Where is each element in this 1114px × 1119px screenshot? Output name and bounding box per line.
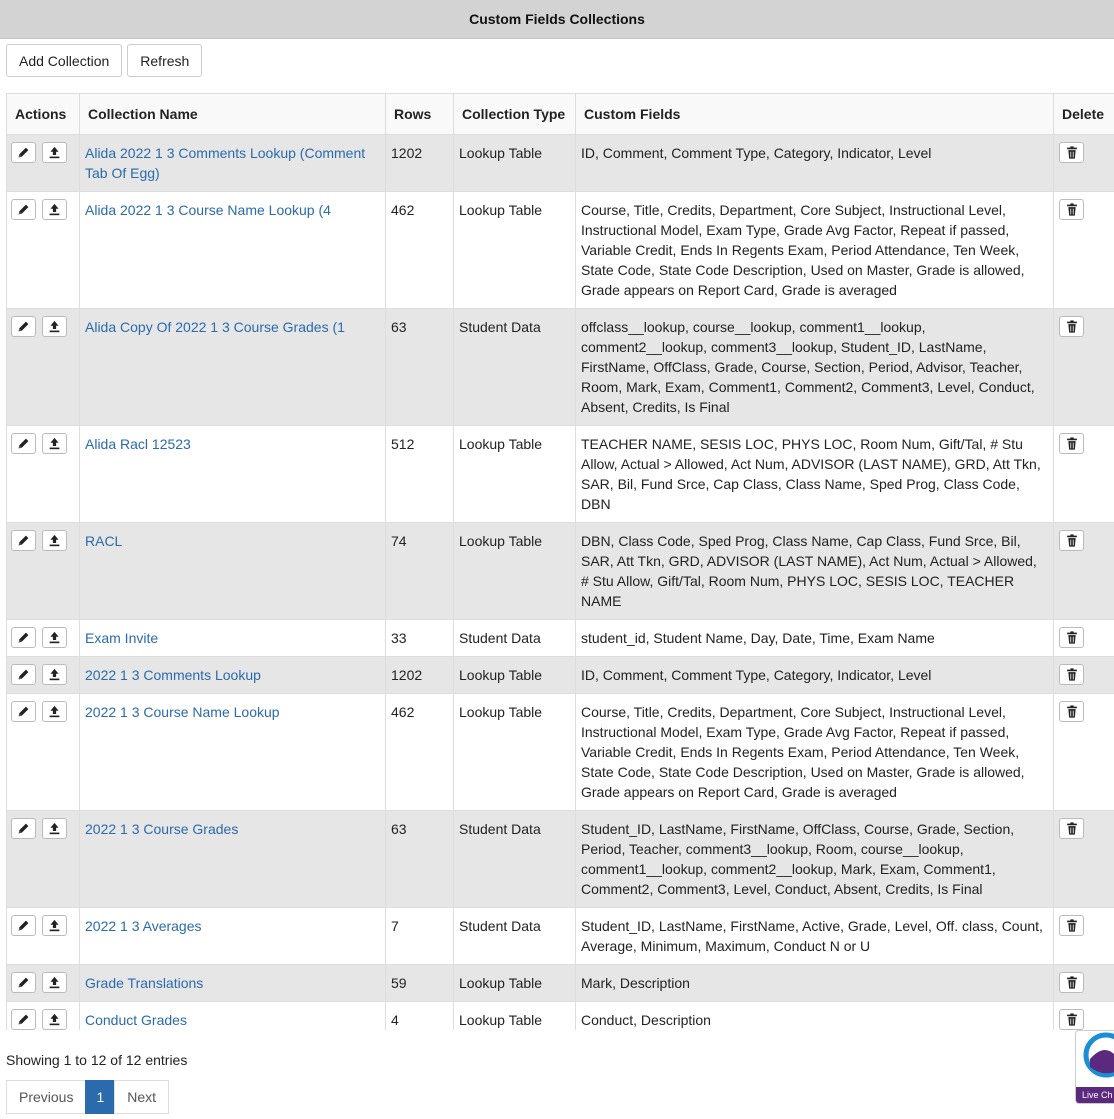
delete-cell bbox=[1054, 523, 1114, 620]
edit-button[interactable] bbox=[11, 433, 36, 454]
page-title: Custom Fields Collections bbox=[0, 0, 1114, 39]
pencil-icon bbox=[17, 146, 30, 159]
collection-name-link[interactable]: RACL bbox=[85, 533, 123, 549]
edit-button[interactable] bbox=[11, 915, 36, 936]
refresh-button[interactable]: Refresh bbox=[127, 44, 202, 77]
actions-cell bbox=[7, 811, 80, 908]
pencil-icon bbox=[17, 437, 30, 450]
rows-cell: 1202 bbox=[386, 135, 454, 192]
chat-logo-icon bbox=[1076, 1031, 1114, 1087]
rows-cell: 33 bbox=[386, 620, 454, 657]
collection-type-cell: Lookup Table bbox=[454, 135, 576, 192]
edit-button[interactable] bbox=[11, 701, 36, 722]
pencil-icon bbox=[17, 919, 30, 932]
delete-button[interactable] bbox=[1059, 701, 1084, 722]
upload-icon bbox=[48, 822, 61, 835]
collection-name-link[interactable]: 2022 1 3 Course Name Lookup bbox=[85, 704, 280, 720]
upload-icon bbox=[48, 976, 61, 989]
delete-cell bbox=[1054, 192, 1114, 309]
custom-fields-cell: Student_ID, LastName, FirstName, Active, Grade, Level, Off. class, Count, Average, Minimum, Maximum, Conduct N or U bbox=[576, 908, 1054, 965]
custom-fields-cell: Conduct, Description bbox=[576, 1002, 1054, 1031]
custom-fields-cell: Course, Title, Credits, Department, Core Subject, Instructional Level, Instructional Model, Exam Type, Grade Avg Factor, Repeat if passed, Variable Credit, Ends In Regents Exam, Period Attendance, Ten Week, State Code, State Code Description, Used on Master, Grade is allowed, Grade appears on Report Card, Grade is averaged bbox=[576, 192, 1054, 309]
pencil-icon bbox=[17, 668, 30, 681]
edit-button[interactable] bbox=[11, 664, 36, 685]
collection-name-link[interactable]: 2022 1 3 Comments Lookup bbox=[85, 667, 261, 683]
trash-icon bbox=[1066, 668, 1078, 681]
upload-button[interactable] bbox=[42, 1009, 67, 1030]
rows-cell: 63 bbox=[386, 811, 454, 908]
trash-icon bbox=[1066, 919, 1078, 932]
table-row bbox=[7, 309, 1114, 426]
rows-cell: 4 bbox=[386, 1002, 454, 1031]
collection-name-link[interactable]: 2022 1 3 Course Grades bbox=[85, 821, 239, 837]
collection-name-cell bbox=[80, 657, 386, 694]
add-collection-button[interactable]: Add Collection bbox=[6, 44, 122, 77]
upload-button[interactable] bbox=[42, 664, 67, 685]
delete-button[interactable] bbox=[1059, 433, 1084, 454]
toolbar bbox=[6, 44, 202, 77]
collection-type-cell: Lookup Table bbox=[454, 694, 576, 811]
collection-name-cell bbox=[80, 965, 386, 1002]
delete-button[interactable] bbox=[1059, 1009, 1084, 1030]
edit-button[interactable] bbox=[11, 142, 36, 163]
delete-button[interactable] bbox=[1059, 972, 1084, 993]
collection-name-link[interactable]: Alida Copy Of 2022 1 3 Course Grades (1 bbox=[85, 319, 345, 335]
edit-button[interactable] bbox=[11, 972, 36, 993]
collection-name-cell bbox=[80, 192, 386, 309]
actions-cell bbox=[7, 657, 80, 694]
trash-icon bbox=[1066, 822, 1078, 835]
collection-name-cell bbox=[80, 694, 386, 811]
column-header-actions[interactable]: Actions bbox=[7, 94, 80, 135]
trash-icon bbox=[1066, 320, 1078, 333]
collections-table-wrapper bbox=[6, 93, 1114, 1030]
column-header-delete[interactable]: Delete bbox=[1054, 94, 1114, 135]
rows-cell: 74 bbox=[386, 523, 454, 620]
actions-cell bbox=[7, 620, 80, 657]
delete-cell bbox=[1054, 657, 1114, 694]
pagination bbox=[6, 1080, 169, 1114]
pencil-icon bbox=[17, 203, 30, 216]
collection-name-cell bbox=[80, 1002, 386, 1031]
table-info: Showing 1 to 12 of 12 entries bbox=[6, 1052, 188, 1068]
custom-fields-cell: TEACHER NAME, SESIS LOC, PHYS LOC, Room Num, Gift/Tal, # Stu Allow, Actual > Allowed, Act Num, ADVISOR (LAST NAME), GRD, Att Tkn, SAR, Bil, Fund Srce, Cap Class, Class Name, Sped Prog, Class Code, DBN bbox=[576, 426, 1054, 523]
delete-cell bbox=[1054, 309, 1114, 426]
trash-icon bbox=[1066, 976, 1078, 989]
upload-button[interactable] bbox=[42, 530, 67, 551]
rows-cell: 7 bbox=[386, 908, 454, 965]
collection-type-cell: Lookup Table bbox=[454, 426, 576, 523]
collection-type-cell: Lookup Table bbox=[454, 657, 576, 694]
column-header-rows[interactable]: Rows bbox=[386, 94, 454, 135]
edit-button[interactable] bbox=[11, 199, 36, 220]
custom-fields-cell: offclass__lookup, course__lookup, comment1__lookup, comment2__lookup, comment3__lookup, Student_ID, LastName, FirstName, OffClass, Grade, Course, Section, Period, Advisor, Teacher, Room, Mark, Exam, Comment1, Comment2, Comment3, Level, Conduct, Absent, Credits, Is Final bbox=[576, 309, 1054, 426]
custom-fields-cell: ID, Comment, Comment Type, Category, Indicator, Level bbox=[576, 657, 1054, 694]
upload-icon bbox=[48, 919, 61, 932]
actions-cell bbox=[7, 908, 80, 965]
upload-icon bbox=[48, 146, 61, 159]
column-header-collection-name[interactable]: Collection Name bbox=[80, 94, 386, 135]
delete-cell bbox=[1054, 620, 1114, 657]
collection-type-cell: Student Data bbox=[454, 811, 576, 908]
upload-button[interactable] bbox=[42, 142, 67, 163]
pencil-icon bbox=[17, 534, 30, 547]
delete-cell bbox=[1054, 965, 1114, 1002]
upload-button[interactable] bbox=[42, 627, 67, 648]
custom-fields-cell: Course, Title, Credits, Department, Core Subject, Instructional Level, Instructional Model, Exam Type, Grade Avg Factor, Repeat if passed, Variable Credit, Ends In Regents Exam, Period Attendance, Ten Week, State Code, State Code Description, Used on Master, Grade is allowed, Grade appears on Report Card, Grade is averaged bbox=[576, 694, 1054, 811]
trash-icon bbox=[1066, 1013, 1078, 1026]
custom-fields-cell: student_id, Student Name, Day, Date, Time, Exam Name bbox=[576, 620, 1054, 657]
collection-type-cell: Lookup Table bbox=[454, 1002, 576, 1031]
collection-name-link[interactable]: Alida 2022 1 3 Course Name Lookup (4 bbox=[85, 202, 331, 218]
rows-cell: 462 bbox=[386, 694, 454, 811]
page-1-button[interactable]: 1 bbox=[85, 1080, 115, 1114]
trash-icon bbox=[1066, 705, 1078, 718]
collection-type-cell: Student Data bbox=[454, 309, 576, 426]
collection-name-link[interactable]: Alida Racl 12523 bbox=[85, 436, 191, 452]
pencil-icon bbox=[17, 976, 30, 989]
delete-cell bbox=[1054, 694, 1114, 811]
rows-cell: 59 bbox=[386, 965, 454, 1002]
rows-cell: 1202 bbox=[386, 657, 454, 694]
collection-name-cell bbox=[80, 426, 386, 523]
upload-button[interactable] bbox=[42, 818, 67, 839]
upload-button[interactable] bbox=[42, 915, 67, 936]
actions-cell bbox=[7, 192, 80, 309]
table-body bbox=[7, 135, 1114, 1031]
custom-fields-cell: Student_ID, LastName, FirstName, OffClass, Course, Grade, Section, Period, Teacher, comment3__lookup, Room, course__lookup, comment1__lookup, comment2__lookup, Mark, Exam, Comment1, Comment2, Comment3, Level, Conduct, Absent, Credits, Is Final bbox=[576, 811, 1054, 908]
live-chat-label: Live Ch bbox=[1076, 1087, 1114, 1103]
delete-button[interactable] bbox=[1059, 316, 1084, 337]
delete-button[interactable] bbox=[1059, 627, 1084, 648]
delete-button[interactable] bbox=[1059, 530, 1084, 551]
table-row bbox=[7, 694, 1114, 811]
table-row bbox=[7, 135, 1114, 192]
collection-type-cell: Student Data bbox=[454, 620, 576, 657]
collection-type-cell: Lookup Table bbox=[454, 523, 576, 620]
upload-button[interactable] bbox=[42, 316, 67, 337]
collection-type-cell: Student Data bbox=[454, 908, 576, 965]
table-row bbox=[7, 1002, 1114, 1031]
trash-icon bbox=[1066, 203, 1078, 216]
edit-button[interactable] bbox=[11, 530, 36, 551]
actions-cell bbox=[7, 309, 80, 426]
upload-icon bbox=[48, 534, 61, 547]
trash-icon bbox=[1066, 146, 1078, 159]
edit-button[interactable] bbox=[11, 818, 36, 839]
actions-cell bbox=[7, 523, 80, 620]
actions-cell bbox=[7, 135, 80, 192]
rows-cell: 462 bbox=[386, 192, 454, 309]
upload-icon bbox=[48, 203, 61, 216]
custom-fields-cell: Mark, Description bbox=[576, 965, 1054, 1002]
next-page-button[interactable]: Next bbox=[114, 1080, 169, 1114]
pencil-icon bbox=[17, 320, 30, 333]
table-row bbox=[7, 620, 1114, 657]
collection-name-link[interactable]: Conduct Grades bbox=[85, 1012, 187, 1028]
delete-cell bbox=[1054, 908, 1114, 965]
upload-button[interactable] bbox=[42, 199, 67, 220]
upload-icon bbox=[48, 705, 61, 718]
collections-table bbox=[6, 93, 1114, 1030]
table-row bbox=[7, 657, 1114, 694]
collection-name-cell bbox=[80, 908, 386, 965]
collection-name-link[interactable]: Alida 2022 1 3 Comments Lookup (Comment Tab Of Egg) bbox=[85, 145, 366, 181]
delete-cell bbox=[1054, 135, 1114, 192]
delete-cell bbox=[1054, 1002, 1114, 1031]
upload-icon bbox=[48, 437, 61, 450]
collection-name-link[interactable]: Grade Translations bbox=[85, 975, 204, 991]
delete-button[interactable] bbox=[1059, 818, 1084, 839]
trash-icon bbox=[1066, 437, 1078, 450]
upload-button[interactable] bbox=[42, 433, 67, 454]
collection-name-cell bbox=[80, 811, 386, 908]
collection-name-cell bbox=[80, 523, 386, 620]
table-row bbox=[7, 908, 1114, 965]
pencil-icon bbox=[17, 1013, 30, 1026]
delete-button[interactable] bbox=[1059, 664, 1084, 685]
trash-icon bbox=[1066, 534, 1078, 547]
rows-cell: 63 bbox=[386, 309, 454, 426]
collection-type-cell: Lookup Table bbox=[454, 965, 576, 1002]
previous-page-button[interactable]: Previous bbox=[6, 1080, 86, 1114]
edit-button[interactable] bbox=[11, 627, 36, 648]
edit-button[interactable] bbox=[11, 1009, 36, 1030]
column-header-collection-type[interactable]: Collection Type bbox=[454, 94, 576, 135]
collection-name-cell bbox=[80, 620, 386, 657]
table-header-row bbox=[7, 94, 1114, 135]
delete-cell bbox=[1054, 426, 1114, 523]
table-row bbox=[7, 426, 1114, 523]
table-row bbox=[7, 192, 1114, 309]
custom-fields-cell: ID, Comment, Comment Type, Category, Indicator, Level bbox=[576, 135, 1054, 192]
delete-button[interactable] bbox=[1059, 199, 1084, 220]
live-chat-widget[interactable] bbox=[1075, 1030, 1114, 1104]
custom-fields-cell: DBN, Class Code, Sped Prog, Class Name, Cap Class, Fund Srce, Bil, SAR, Att Tkn, GRD, ADVISOR (LAST NAME), Act Num, Actual > Allowed, # Stu Allow, Gift/Tal, Room Num, PHYS LOC, SESIS LOC, TEACHER NAME bbox=[576, 523, 1054, 620]
collection-name-link[interactable]: 2022 1 3 Averages bbox=[85, 918, 202, 934]
collection-name-cell bbox=[80, 135, 386, 192]
trash-icon bbox=[1066, 631, 1078, 644]
edit-button[interactable] bbox=[11, 316, 36, 337]
pencil-icon bbox=[17, 705, 30, 718]
table-row bbox=[7, 811, 1114, 908]
table-row bbox=[7, 523, 1114, 620]
column-header-custom-fields[interactable]: Custom Fields bbox=[576, 94, 1054, 135]
collection-name-link[interactable]: Exam Invite bbox=[85, 630, 159, 646]
upload-button[interactable] bbox=[42, 701, 67, 722]
collection-name-cell bbox=[80, 309, 386, 426]
upload-icon bbox=[48, 631, 61, 644]
delete-cell bbox=[1054, 811, 1114, 908]
pencil-icon bbox=[17, 631, 30, 644]
delete-button[interactable] bbox=[1059, 915, 1084, 936]
pencil-icon bbox=[17, 822, 30, 835]
upload-icon bbox=[48, 320, 61, 333]
actions-cell bbox=[7, 1002, 80, 1031]
actions-cell bbox=[7, 965, 80, 1002]
upload-button[interactable] bbox=[42, 972, 67, 993]
collection-type-cell: Lookup Table bbox=[454, 192, 576, 309]
rows-cell: 512 bbox=[386, 426, 454, 523]
upload-icon bbox=[48, 1013, 61, 1026]
actions-cell bbox=[7, 426, 80, 523]
delete-button[interactable] bbox=[1059, 142, 1084, 163]
upload-icon bbox=[48, 668, 61, 681]
actions-cell bbox=[7, 694, 80, 811]
table-row bbox=[7, 965, 1114, 1002]
